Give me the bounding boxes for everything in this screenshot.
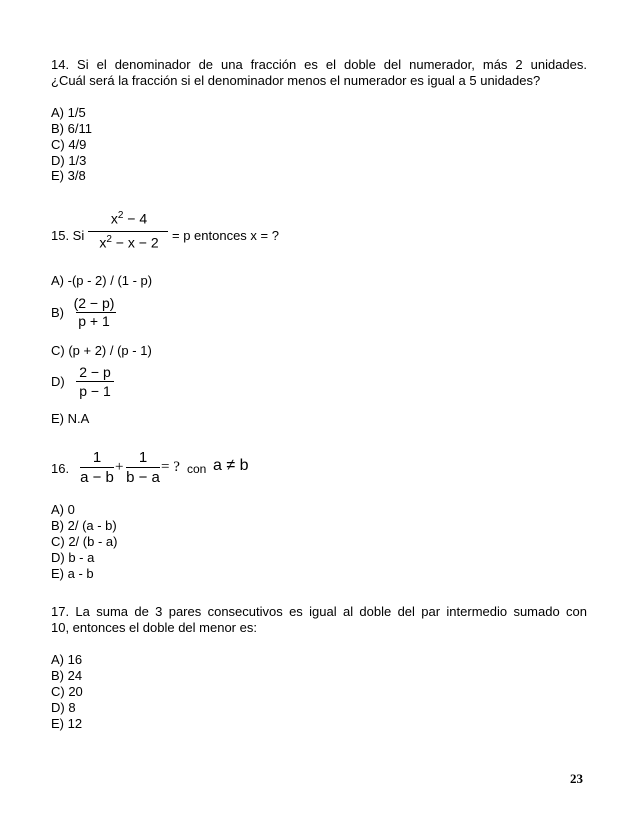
q15-option-a: A) -(p - 2) / (1 - p) [51, 273, 153, 288]
q14-option-e: E) 3/8 [51, 168, 86, 183]
q16-prefix: 16. [51, 461, 70, 476]
q16-con-label: con [187, 462, 207, 476]
q17-option-e: E) 12 [51, 716, 83, 731]
q16-fraction1-numerator: 1 [92, 449, 102, 466]
q15-option-d-numerator: 2 − p [79, 364, 111, 380]
q17-option-b: B) 24 [51, 668, 83, 683]
q15-option-e: E) N.A [51, 411, 90, 426]
q15-den-base: x [99, 234, 107, 251]
q15-suffix: = p entonces x = ? [172, 228, 279, 243]
q15-option-c: C) (p + 2) / (p - 1) [51, 343, 152, 358]
q17-option-d: D) 8 [51, 700, 76, 715]
q15-prefix: 15. Si [51, 228, 85, 243]
q16-option-a: A) 0 [51, 502, 75, 517]
q15-option-d-label: D) [51, 374, 65, 389]
q16-fraction2-denominator: b − a [126, 469, 160, 486]
q14-text-line1: 14. Si el denominador de una fracción es el doble del numerador, más 2 unidades. [51, 57, 587, 72]
q15-option-b-numerator: (2 − p) [73, 295, 115, 311]
q16-fraction2-numerator: 1 [138, 449, 148, 466]
q17-option-a: A) 16 [51, 652, 83, 667]
q16-fraction1-bar [80, 467, 114, 468]
q17-text-line1: 17. La suma de 3 pares consecutivos es igual al doble del par intermedio sumado con [51, 604, 587, 619]
q14-option-a: A) 1/5 [51, 105, 86, 120]
q15-num-rest: − 4 [123, 210, 148, 227]
q15-den-exp: 2 [106, 234, 112, 245]
q16-fraction2-bar [126, 467, 160, 468]
q15-fraction-numerator [90, 210, 168, 227]
q14-option-d: D) 1/3 [51, 153, 87, 168]
q16-option-b: B) 2/ (a - b) [51, 518, 117, 533]
q15-num-base: x [110, 210, 118, 227]
q17-text-line2: 10, entonces el doble del menor es: [51, 620, 257, 635]
q14-option-b: B) 6/11 [51, 121, 92, 136]
q15-num-exp: 2 [117, 210, 124, 221]
q15-option-d-bar [76, 381, 114, 382]
q16-option-e: E) a - b [51, 566, 94, 581]
q14-text-line2: ¿Cuál será la fracción si el denominador menos el numerador es igual a 5 unidades? [51, 73, 541, 88]
q15-fraction-bar [88, 231, 168, 232]
q15-option-b-label: B) [51, 305, 64, 320]
q17-option-c: C) 20 [51, 684, 83, 699]
q15-option-d-denominator: p − 1 [79, 383, 111, 399]
q16-option-c: C) 2/ (b - a) [51, 534, 118, 549]
q15-den-rest: − x − 2 [111, 234, 159, 251]
q14-option-c: C) 4/9 [51, 137, 87, 152]
q15-option-b-denominator: p + 1 [78, 313, 110, 329]
q16-fraction1-denominator: a − b [80, 469, 114, 486]
q15-fraction-denominator [88, 234, 170, 251]
q16-equals: = ? [161, 459, 180, 475]
q16-plus-sign: + [115, 459, 124, 475]
q16-condition: a ≠ b [213, 457, 249, 474]
page-number: 23 [570, 771, 583, 786]
q16-option-d: D) b - a [51, 550, 95, 565]
